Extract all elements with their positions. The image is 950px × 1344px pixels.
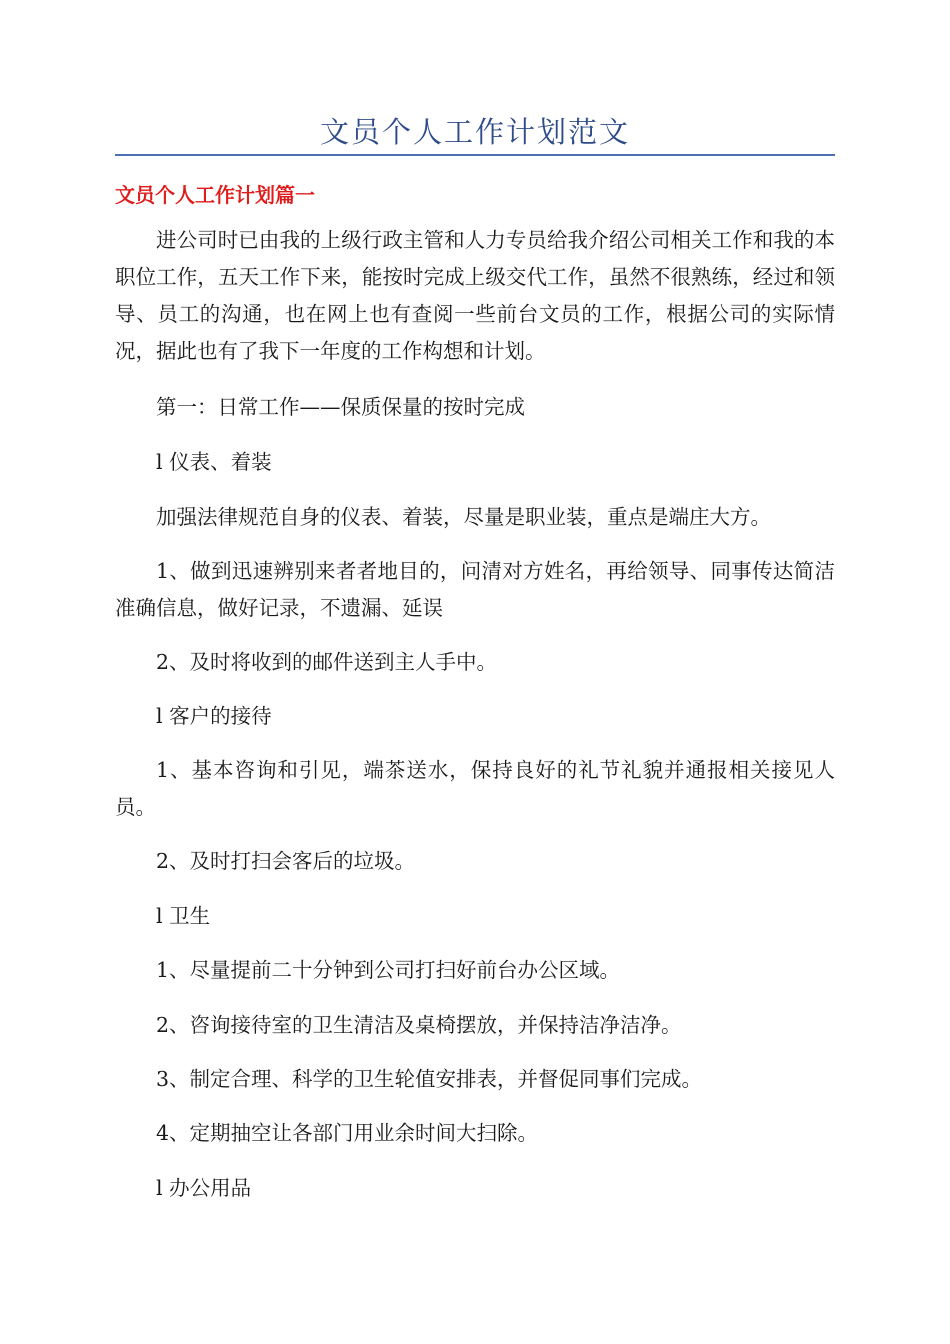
bullet-office-supplies: l 办公用品 (156, 1176, 252, 1200)
title-underline (115, 154, 835, 156)
list-item: 1、做到迅速辨别来者者地目的，问清对方姓名，再给领导、同事传达简洁准确信息，做好记录，不遗漏、延误 (115, 559, 835, 620)
paragraph-appearance: 加强法律规范自身的仪表、着装，尽量是职业装，重点是端庄大方。 (156, 505, 771, 529)
list-item: 3、制定合理、科学的卫生轮值安排表，并督促同事们完成。 (156, 1067, 703, 1091)
document-title: 文员个人工作计划范文 (319, 115, 630, 149)
list-item: 2、及时打扫会客后的垃圾。 (156, 849, 416, 873)
list-item: 2、咨询接待室的卫生清洁及桌椅摆放，并保持洁净洁净。 (156, 1013, 682, 1037)
intro-paragraph: 进公司时已由我的上级行政主管和人力专员给我介绍公司相关工作和我的本职位工作，五天工作下来，能按时完成上级交代工作，虽然不很熟练，经过和领导、员工的沟通，也在网上也有查阅一些前台文员的工作，根据公司的实际情况，据此也有了我下一年度的工作构想和计划。 (115, 228, 835, 363)
bullet-appearance: l 仪表、着装 (156, 450, 272, 474)
list-item: 1、基本咨询和引见，端茶送水，保持良好的礼节礼貌并通报相关接见人员。 (115, 758, 835, 819)
section-heading: 文员个人工作计划篇一 (115, 183, 315, 207)
subheading-daily-work: 第一：日常工作——保质保量的按时完成 (156, 395, 525, 419)
bullet-reception: l 客户的接待 (156, 704, 272, 728)
bullet-hygiene: l 卫生 (156, 904, 211, 928)
list-item: 1、尽量提前二十分钟到公司打扫好前台办公区域。 (156, 958, 621, 982)
list-item: 2、及时将收到的邮件送到主人手中。 (156, 650, 498, 674)
list-item: 4、定期抽空让各部门用业余时间大扫除。 (156, 1121, 539, 1145)
